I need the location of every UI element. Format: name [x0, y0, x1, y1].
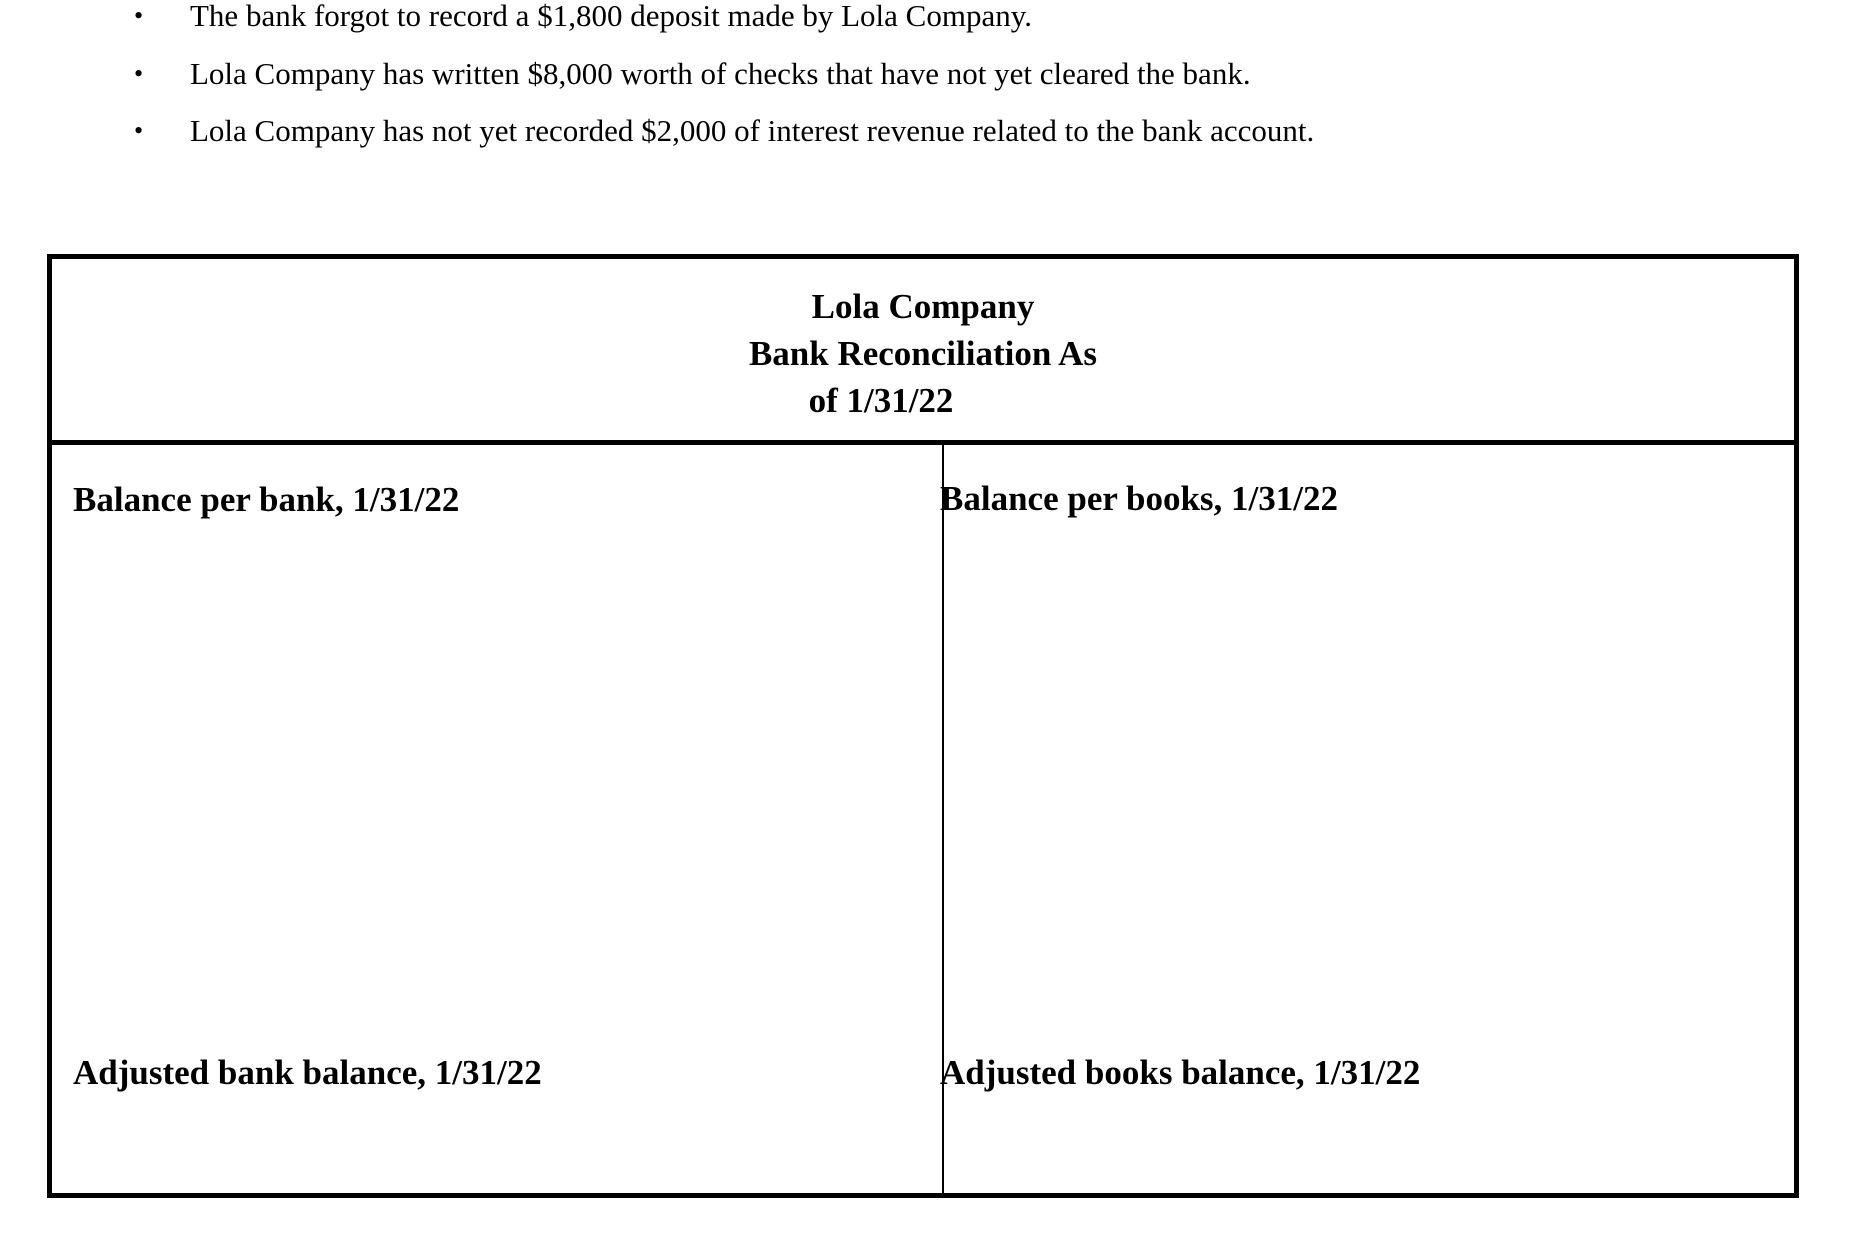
reconciliation-date: of 1/31/22: [808, 381, 954, 420]
balance-per-bank-label: Balance per bank, 1/31/22: [73, 480, 460, 519]
adjusted-bank-balance-label: Adjusted bank balance, 1/31/22: [73, 1053, 542, 1092]
reconciliation-header: [52, 259, 1794, 445]
list-item: [0, 0, 1700, 36]
note-text: Lola Company has not yet recorded $2,000 of interest revenue related to the bank account.: [190, 113, 1315, 148]
bullet-icon: •: [134, 116, 144, 145]
note-text: Lola Company has written $8,000 worth of checks that have not yet cleared the bank.: [190, 56, 1251, 91]
company-name: Lola Company: [811, 287, 1035, 326]
note-text: The bank forgot to record a $1,800 deposit made by Lola Company.: [190, 0, 1032, 33]
reconciliation-title: Bank Reconciliation As: [748, 334, 1098, 373]
bullet-icon: •: [134, 1, 144, 30]
list-item: [0, 111, 1700, 151]
list-item: [0, 54, 1700, 94]
balance-per-books-label: Balance per books, 1/31/22: [940, 479, 1339, 518]
bank-reconciliation-table: [47, 254, 1799, 1198]
bullet-icon: •: [134, 59, 144, 88]
adjusted-books-balance-label: Adjusted books balance, 1/31/22: [940, 1053, 1421, 1092]
